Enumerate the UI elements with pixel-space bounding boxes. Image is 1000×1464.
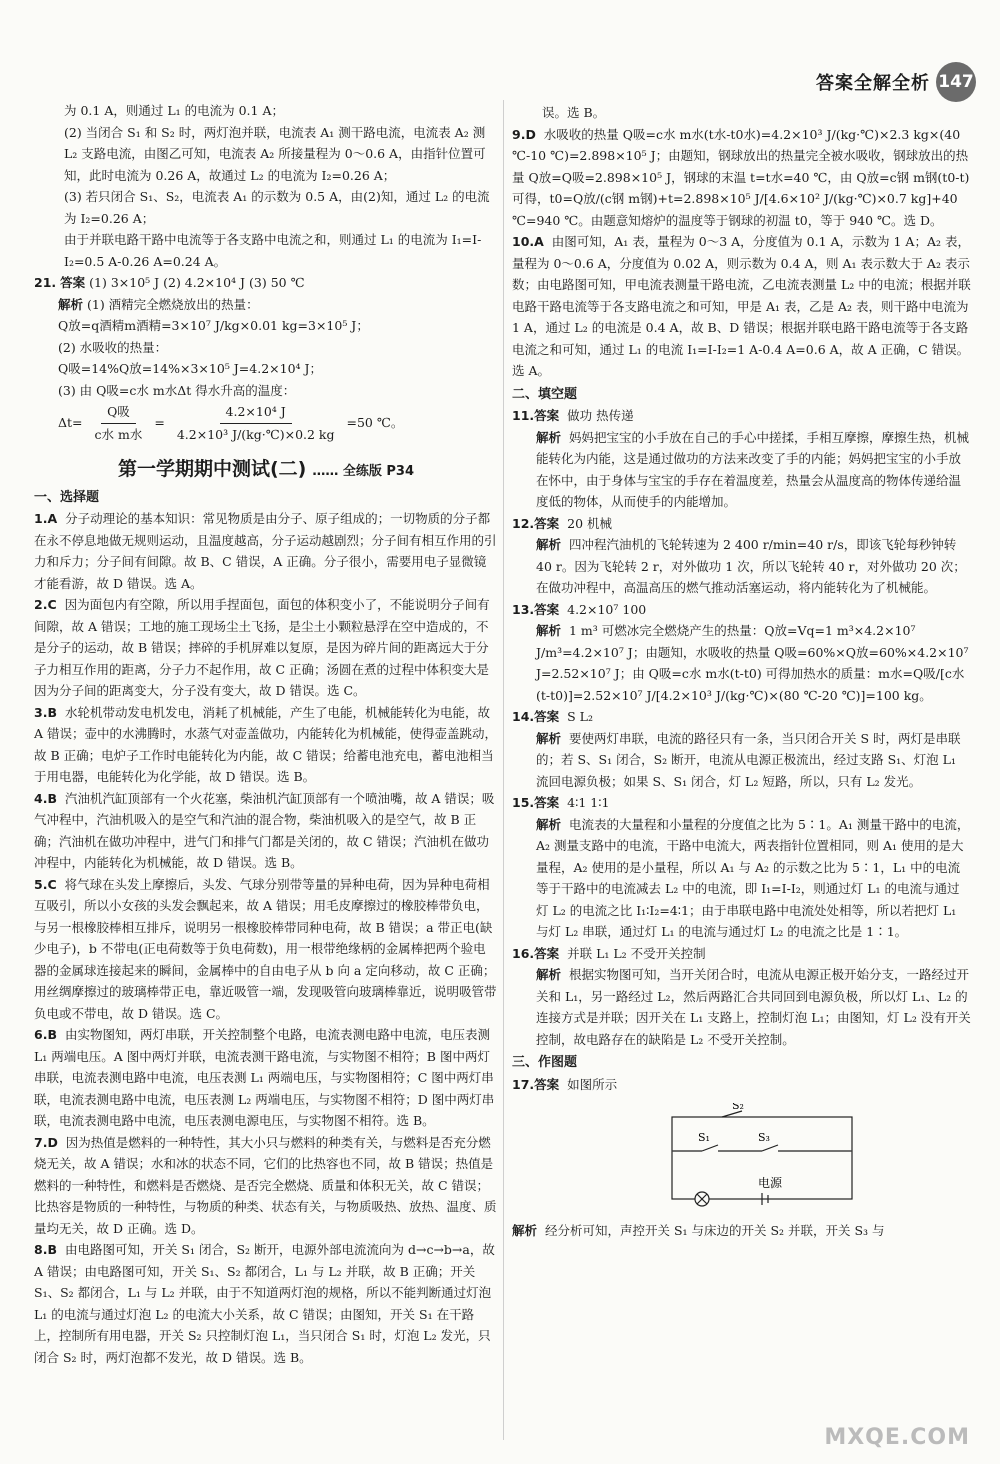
switch-s2-label: S₂ [732, 1103, 744, 1112]
analysis-label: 解析 [536, 429, 562, 445]
question-21 [34, 272, 498, 445]
answer-text: 4.2×10⁷ 100 [567, 601, 647, 617]
item-text: 因为热值是燃料的一种特性，其大小只与燃料的种类有关，与燃料是否充分燃烧无关，故 A 错误；水和冰的状态不同，它们的比热容也不同，故 B 错误；热值是燃料的一种特性，和燃料是否燃烧、是否完全燃烧、质量和体积无关，故 C 错误；比热容是物质的一种特性，与物质的种类、状态有关，与物质吸热、放热、温度、质量均无关，故 D 正确。选 D。 [34, 1134, 497, 1236]
column-divider [503, 100, 504, 1440]
analysis-text: 妈妈把宝宝的小手放在自己的手心中搓揉，手相互摩擦，摩擦生热，机械能转化为内能，这是通过做功的方法来改变了手的内能；妈妈把宝宝的小手放在怀中，由于身体与宝宝的手存在着温度差，热量会从温度高的物体传递给温度低的物体，从而使手的内能增加。 [536, 429, 969, 509]
analysis-label: 解析 [536, 537, 562, 552]
answer-label: 答案 [534, 709, 560, 724]
analysis-line: Q放=q酒精m酒精=3×10⁷ J/kg×0.01 kg=3×10⁵ J； [58, 318, 369, 333]
analysis-text: 1 m³ 可燃冰完全燃烧产生的热量：Q放=Vq=1 m³×4.2×10⁷ J/m³=4.2×10⁷ J；由题知，水吸收的热量 Q吸=60%×Q放=60%×4.2×10⁷ J=2.52×10⁷ J；由 Q吸=c水 m水(t-t0) 可得加热水的质量：m水=Q吸/[c水(t-t0)]=2.52×10⁷ J/[4.2×10³ J/(kg·℃)×(80 ℃-20 ℃)]=100 kg。 [536, 623, 969, 703]
cont-line: 由于并联电路干路中电流等于各支路中电流之和，则通过 L₁ 的电流为 I₁=I-I₂=0.5 A-0.26 A=0.24 A。 [64, 232, 482, 269]
item-text: 因为面包内有空隙，所以用手捏面包，面包的体积变小了，不能说明分子间有间隙，故 A 错误；工地的施工现场尘土飞扬，是尘土小颗粒悬浮在空中造成的，不是分子的运动，故 B 错误；摔碎的手机屏难以复原，是因为碎片间的距离远大于分子力相互作用的距离，分子力不起作用，故 C 正确；汤圆在煮的过程中体积变大是因为分子间的距离变大，分子没有变大，故 D 错误。选 C。 [34, 597, 490, 698]
cont-line: 为 0.1 A，则通过 L₁ 的电流为 0.1 A； [64, 103, 284, 118]
answer-label: 答案 [534, 601, 560, 617]
analysis-label: 解析 [512, 1222, 538, 1238]
header-title: 答案全解全析 [816, 73, 930, 94]
answer-label: 答案 [534, 945, 560, 961]
formula-lhs: Δt= [58, 415, 83, 431]
item-text: 水吸收的热量 Q吸=c水 m水(t水-t0水)=4.2×10³ J/(kg·℃)×2.3 kg×(40 ℃-10 ℃)=2.898×10⁵ J；由题知，钢球放出的热量完全被水吸收，钢球放出的热量 Q放=Q吸=2.898×10⁵ J，钢球的末温 t=t水=40 ℃，由 Q放=c钢 m钢(t0-t) 可得，t0=Q放/(c钢 m钢)+t=2.898×10⁵ J/[4.6×10² J/(kg·℃)×0.7 kg]+40 ℃=940 ℃。由题意知熔炉的温度等于钢球的初温 t0，等于 940 ℃。选 D。 [512, 126, 970, 228]
item-number: 6.B [34, 1027, 57, 1042]
analysis-line: Q吸=14%Q放=14%×3×10⁵ J=4.2×10⁴ J； [58, 361, 323, 376]
answer-text: 并联 L₁ L₂ 不受开关控制 [567, 945, 706, 961]
answer-label: 答案 [534, 515, 560, 531]
analysis-label: 解析 [536, 967, 562, 982]
item-text: 由电路图可知，开关 S₁ 闭合，S₂ 断开，电源外部电流流向为 d→c→b→a，故 A 错误；由电路图可知，开关 S₁、S₂ 都闭合，L₁ 与 L₂ 并联，故 B 正确；开关 S₁、S₂ 都闭合，L₁ 与 L₂ 并联，由于不知道两灯泡的规格，所以不能判断通过灯泡 L₁ 的电流与通过灯泡 L₂ 的电流大小关系，故 C 错误；由图知，开关 S₁ 在干路上，控制所有用电器，开关 S₂ 只控制灯泡 L₁，当只闭合 S₁ 时，灯泡 L₂ 发光，只闭合 S₂ 时，两灯泡都不发光，故 D 错误。选 B。 [34, 1242, 495, 1365]
fraction-numerator: 4.2×10⁴ J [220, 401, 292, 424]
exam-title [34, 459, 498, 483]
answer-label: 答案 [60, 275, 86, 290]
analysis-label: 解析 [58, 296, 84, 312]
cont-line: (3) 若只闭合 S₁、S₂，电流表 A₁ 的示数为 0.5 A，由(2)知，通过 L₂ 的电流为 I₂=0.26 A； [64, 189, 490, 226]
item-number: 3.B [34, 704, 57, 720]
cont-line: (2) 当闭合 S₁ 和 S₂ 时，两灯泡并联，电流表 A₁ 测干路电流，电流表 A₂ 测 L₂ 支路电流，由图乙可知，电流表 A₂ 所接量程为 0～0.6 A，由指针位置可知，此时电流为 0.26 A，故通过 L₂ 的电流为 I₂=0.26 A； [64, 124, 486, 183]
cont-line: 误。选 B。 [542, 105, 606, 120]
analysis-label: 解析 [536, 623, 562, 638]
formula-fraction [89, 401, 149, 445]
item-number: 1.A [34, 511, 58, 526]
temperature-formula [34, 401, 498, 445]
analysis-text: 根据实物图可知，当开关闭合时，电流从电源正极开始分支，一路经过开关和 L₁，另一路经过 L₂，然后两路汇合共同回到电源负极，所以灯 L₁、L₂ 的连接方式是并联；因开关在 L₁ 支路上，控制灯泡 L₁；由图知，灯 L₂ 没有开关控制，故电路存在的缺陷是 L₂ 不受开关控制。 [536, 967, 971, 1047]
formula-fraction [171, 401, 341, 445]
answer-item [34, 594, 498, 702]
right-column [512, 102, 972, 1241]
answer-text: 4∶1 1∶1 [567, 795, 610, 810]
fraction-denominator: c水 m水 [94, 426, 143, 442]
fill-item [512, 405, 972, 513]
analysis-text: 电流表的大量程和小量程的分度值之比为 5∶1。A₁ 测量干路中的电流，A₂ 测量支路中的电流，干路中电流大，两表指针位置相同，则 A₁ 使用的是大量程，A₂ 使用的是小量程，所以 A₁ 与 A₂ 的示数之比为 5∶1，L₁ 中的电流等于干路中的电流减去 L₂ 中的电流，即 I₁=I-I₂，则通过灯 L₁ 的电流与通过灯 L₂ 的电流之比 I₁∶I₂=4∶1；由于串联电路中电流处处相等，所以若把灯 L₁ 与灯 L₂ 串联，通过灯 L₁ 的电流与通过灯 L₂ 的电流之比是 1∶1。 [536, 816, 970, 939]
answer-item [34, 1024, 498, 1132]
answer-item [34, 508, 498, 594]
fill-item [512, 513, 972, 599]
formula-equals: = [154, 415, 165, 431]
item-text: 分子动理论的基本知识：常见物质是由分子、原子组成的；一切物质的分子都在永不停息地做无规则运动，且温度越高，分子运动越剧烈；分子间有相互作用的引力和斥力；分子间有间隙。故 B、C 错误，A 正确。分子很小，需要用电子显微镜才能看游，故 D 错误。选 A。 [34, 511, 497, 591]
power-source-label: 电源 [758, 1176, 783, 1190]
answer-item [34, 1132, 498, 1240]
switch-s1-label: S₁ [698, 1131, 710, 1144]
question-number: 21. [34, 275, 57, 290]
item-text: 由实物图知，两灯串联，开关控制整个电路，电流表测电路中电流，电压表测 L₁ 两端电压。A 图中两灯并联，电流表测干路电流，与实物图不相符；B 图中两灯串联，电流表测电路中电流，电压表测 L₁ 两端电压，与实物图相符；C 图中两灯串联，电流表测电路中电流，电压表测 L₂ 两端电压，与实物图不相符；D 图中两灯串联，电流表测电路中电流，电压表测电源电压，与实物图不相符。选 B。 [34, 1027, 495, 1128]
switch-s3-label: S₃ [758, 1131, 770, 1144]
item-number: 4.B [34, 790, 57, 806]
item-number: 9.D [512, 126, 536, 142]
page-number-badge: 147 [936, 62, 976, 102]
section-heading: 二、填空题 [512, 386, 578, 402]
answer-item [34, 702, 498, 788]
answer-item [34, 874, 498, 1025]
section-heading: 三、作图题 [512, 1055, 578, 1070]
item-text: 汽油机汽缸顶部有一个火花塞，柴油机汽缸顶部有一个喷油嘴，故 A 错误；吸气冲程中，汽油机吸入的是空气和汽油的混合物，柴油机吸入的是空气，故 B 正确；汽油机在做功冲程中，进气门和排气门都是关闭的，故 C 错误；汽油机在做功冲程中，内能转化为机械能，故 D 错误。选 B。 [34, 790, 495, 870]
analysis-line: (2) 水吸收的热量： [58, 339, 168, 355]
answer-label: 答案 [534, 795, 560, 810]
circuit-diagram [662, 1103, 872, 1213]
answer-item [34, 1239, 498, 1368]
fraction-numerator: Q吸 [101, 401, 136, 424]
item-number: 14. [512, 709, 535, 724]
section-heading: 一、选择题 [34, 489, 100, 505]
fill-item [512, 599, 972, 707]
answer-text: 20 机械 [567, 515, 613, 531]
answer-item [512, 124, 972, 232]
answer-text: S L₂ [567, 709, 593, 724]
answer-label: 答案 [534, 408, 560, 423]
page-header [816, 62, 976, 102]
item-number: 7.D [34, 1134, 58, 1150]
item-number: 16. [512, 945, 535, 961]
fill-item [512, 943, 972, 1051]
answer-text: (1) 3×10⁵ J (2) 4.2×10⁴ J (3) 50 ℃ [89, 275, 305, 290]
exam-title-text: 第一学期期中测试(二) [117, 458, 307, 480]
analysis-label: 解析 [536, 730, 562, 746]
analysis-label: 解析 [536, 816, 562, 832]
analysis-line: (1) 酒精完全燃烧放出的热量： [87, 296, 259, 312]
left-column [34, 100, 498, 1368]
answer-item [512, 231, 972, 382]
answer-item [34, 788, 498, 874]
analysis-text: 要使两灯串联，电流的路径只有一条，当只闭合开关 S 时，两灯是串联的；若 S、S₁ 闭合，S₂ 断开，电流从电源正极流出，经过支路 S₁、灯泡 L₁ 流回电源负极；如果 S、S₁ 闭合，灯 L₂ 短路，所以，只有 L₂ 发光。 [536, 730, 961, 789]
item-number: 5.C [34, 876, 57, 892]
watermark-logo: MXQE.COM [824, 1425, 970, 1450]
item-number: 10.A [512, 234, 544, 249]
item-text: 由图可知，A₁ 表，量程为 0～3 A，分度值为 0.1 A，示数为 1 A；A₂ 表，量程为 0～0.6 A，分度值为 0.02 A，则示数为 0.4 A，则 A₁ 表示数大于 A₂ 表示数；由电路图可知，甲电流表测量干路电流，乙电流表测量 L₂ 中的电流；根据并联电路干路电流等于各支路电流之和可知，甲是 A₁ 表，乙是 A₂ 表，则干路中电流为 1 A，通过 L₂ 的电流是 0.4 A，故 B、D 错误；根据并联电路干路电流等于各支路电流之和可知，通过 L₁ 的电流 I₁=I-I₂=1 A-0.4 A=0.6 A，故 A 正确，C 错误。选 A。 [512, 234, 971, 378]
item-number: 8.B [34, 1242, 57, 1257]
item-number: 2.C [34, 597, 57, 612]
analysis-line: (3) 由 Q吸=c水 m水Δt 得水升高的温度： [58, 382, 296, 398]
exam-suffix: …… 全练版 P34 [312, 464, 415, 479]
fill-item [512, 792, 972, 943]
fill-item [512, 706, 972, 792]
item-text: 水轮机带动发电机发电，消耗了机械能，产生了电能，机械能转化为电能，故 A 错误；壶中的水沸腾时，水蒸气对壶盖做功，内能转化为机械能，使得壶盖跳动，故 B 正确；电炉子工作时电能转化为内能，故 C 错误；给蓄电池充电，蓄电池相当于用电器，电能转化为化学能，故 D 错误。选 B。 [34, 704, 498, 784]
analysis-text: 四冲程汽油机的飞轮转速为 2 400 r/min=40 r/s，即该飞轮每秒钟转 40 r。因为飞轮转 2 r，对外做功 1 次，所以飞轮转 40 r，对外做功 20 次；在做功冲程中，高温高压的燃气推动活塞运动，将内能转化为了机械能。 [536, 537, 966, 595]
item-number: 11. [512, 408, 535, 423]
fraction-denominator: 4.2×10³ J/(kg·℃)×0.2 kg [176, 426, 335, 442]
analysis-text: 经分析可知，声控开关 S₁ 与床边的开关 S₂ 并联，开关 S₃ 与 [544, 1222, 885, 1238]
item-number: 13. [512, 601, 535, 617]
answer-label: 答案 [534, 1076, 560, 1092]
item-number: 15. [512, 795, 535, 810]
formula-result: =50 ℃。 [346, 415, 404, 431]
item-number: 12. [512, 515, 535, 531]
item-number: 17. [512, 1076, 535, 1092]
answer-text: 做功 热传递 [567, 408, 634, 423]
item-text: 将气球在头发上摩擦后，头发、气球分别带等量的异种电荷，因为异种电荷相互吸引，所以小女孩的头发会飘起来，故 A 错误；用毛皮摩擦过的橡胶棒带负电，与另一根橡胶棒相互排斥，说明另一根橡胶棒带同种电荷，故 B 错误；a 带正电(缺少电子)，b 不带电(正电荷数等于负电荷数)，用一根带绝缘柄的金属棒把两个验电器的金属球连接起来的瞬间，金属棒中的自由电子从 b 向 a 定向移动，故 C 正确；用丝绸摩擦过的玻璃棒带正电，靠近吸管一端，发现吸管向玻璃棒靠近，说明吸管带负电或不带电，故 D 错误。选 C。 [34, 876, 497, 1021]
answer-text: 如图所示 [567, 1076, 618, 1092]
